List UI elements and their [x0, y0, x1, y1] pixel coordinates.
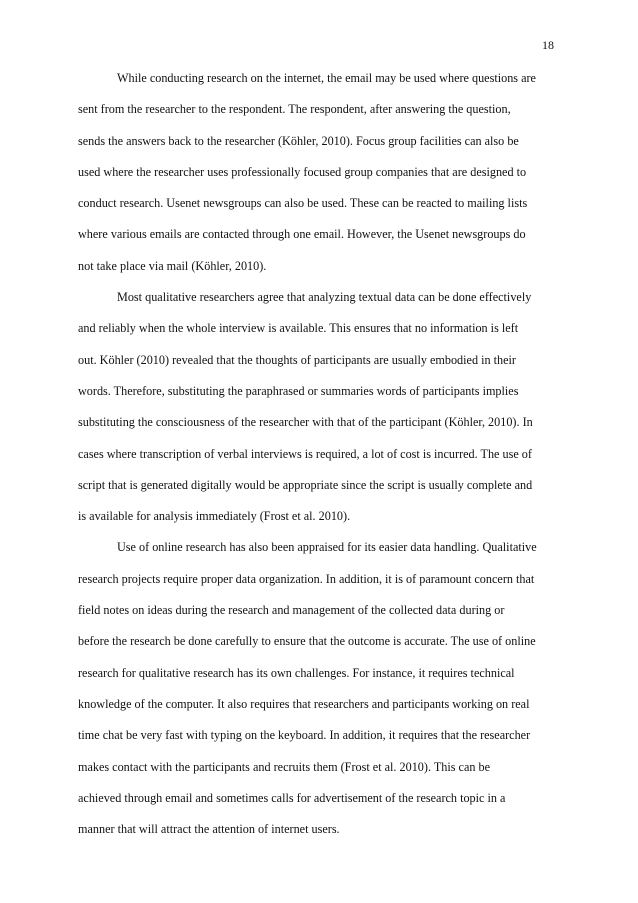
paragraph-line: knowledge of the computer. It also requires that researchers and participants working on real	[78, 696, 530, 711]
paragraph-1	[78, 63, 568, 282]
paragraph-line: sent from the researcher to the respondent. The respondent, after answering the question,	[78, 102, 511, 117]
paragraph-line: used where the researcher uses professionally focused group companies that are designed to	[78, 164, 527, 179]
paragraph-line: substituting the consciousness of the researcher with that of the participant (Köhler, 2010). In	[78, 415, 533, 430]
paragraph-line: achieved through email and sometimes calls for advertisement of the research topic in a	[78, 790, 506, 805]
paragraph-line: and reliably when the whole interview is available. This ensures that no information is left	[78, 321, 519, 336]
paragraph-line: research projects require proper data organization. In addition, it is of paramount concern that	[78, 571, 535, 586]
paragraph-line: research for qualitative research has its own challenges. For instance, it requires technical	[78, 665, 515, 680]
paragraph-line: script that is generated digitally would be appropriate since the script is usually complete and	[78, 477, 533, 492]
paragraph-2	[78, 282, 568, 532]
paragraph-line: While conducting research on the internet, the email may be used where questions are	[117, 71, 536, 85]
paragraph-line: is available for analysis immediately (Frost et al. 2010).	[78, 509, 351, 524]
paragraph-line: before the research be done carefully to ensure that the outcome is accurate. The use of online	[78, 634, 536, 649]
paragraph-line: Most qualitative researchers agree that analyzing textual data can be done effectively	[117, 290, 532, 305]
paragraph-line: conduct research. Usenet newsgroups can also be used. These can be reacted to mailing lists	[78, 196, 528, 211]
paragraph-3	[78, 532, 568, 845]
paragraph-line: words. Therefore, substituting the paraphrased or summaries words of participants implies	[78, 383, 519, 398]
paragraph-line: not take place via mail (Köhler, 2010).	[78, 258, 267, 273]
paragraph-line: where various emails are contacted through one email. However, the Usenet newsgroups do	[78, 227, 526, 242]
body-text	[78, 63, 568, 845]
paragraph-line: time chat be very fast with typing on the keyboard. In addition, it requires that the researcher	[78, 728, 531, 743]
paragraph-line: Use of online research has also been appraised for its easier data handling. Qualitative	[117, 540, 537, 555]
paragraph-line: out. Köhler (2010) revealed that the thoughts of participants are usually embodied in their	[78, 352, 516, 367]
page-number: 18	[542, 38, 554, 52]
paragraph-line: manner that will attract the attention of internet users.	[78, 822, 340, 837]
paragraph-line: cases where transcription of verbal interviews is required, a lot of cost is incurred. The use of	[78, 446, 532, 461]
paragraph-line: makes contact with the participants and recruits them (Frost et al. 2010). This can be	[78, 759, 491, 774]
paragraph-line: field notes on ideas during the research and management of the collected data during or	[78, 603, 505, 618]
paragraph-line: sends the answers back to the researcher (Köhler, 2010). Focus group facilities can also be	[78, 133, 519, 148]
